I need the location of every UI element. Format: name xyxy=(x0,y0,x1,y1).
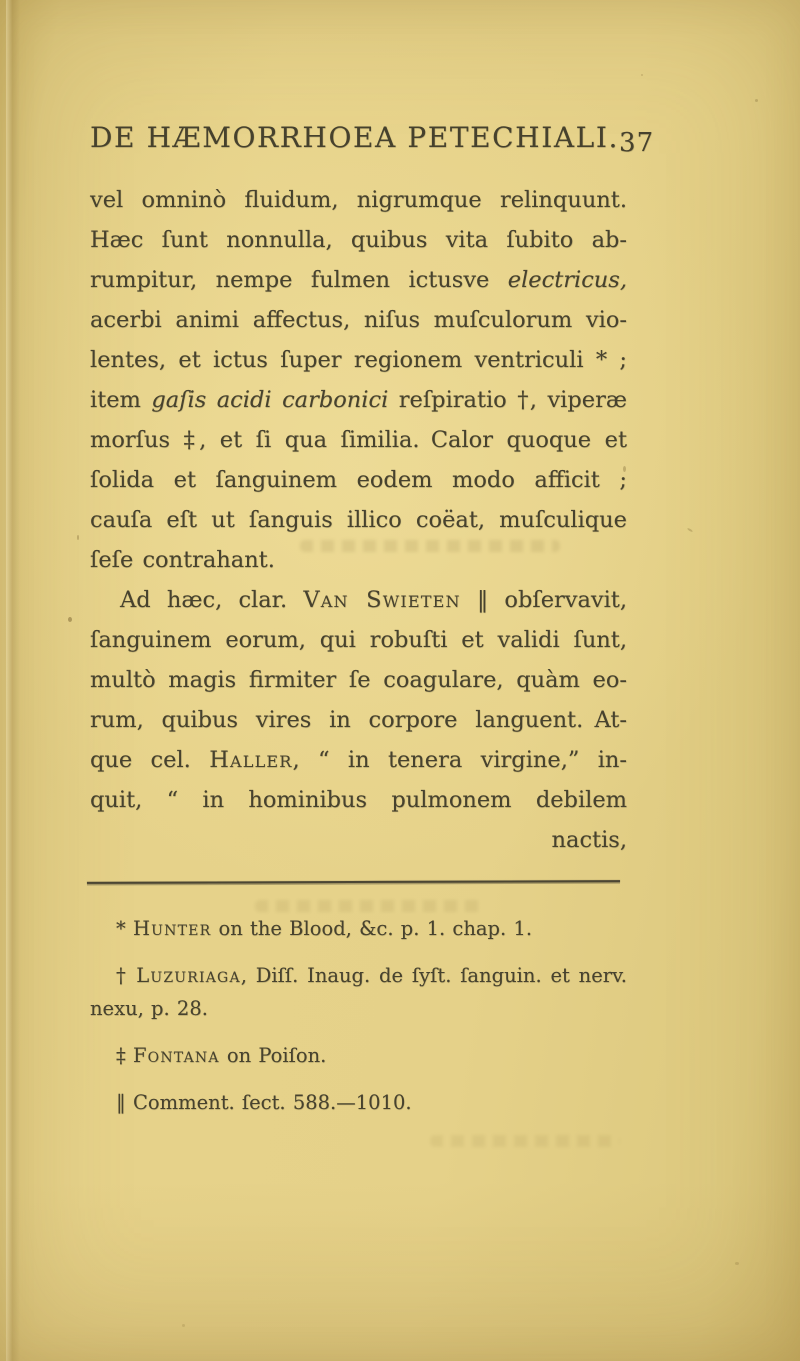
text-line xyxy=(90,992,627,1025)
show-through-mark xyxy=(430,1135,620,1147)
text-run: Van Swieten xyxy=(303,587,461,613)
text-run: quit, “ in hominibus pulmonem debilem xyxy=(90,787,627,813)
text-line xyxy=(90,620,627,660)
paper-speck xyxy=(182,1324,185,1327)
text-run: reſpiratio †, viperæ xyxy=(388,387,627,413)
text-run: gaſis acidi carbonici xyxy=(151,387,389,413)
text-run: nactis, xyxy=(551,827,627,853)
text-run: Hunter xyxy=(132,917,212,940)
text-run: ‖ obſervavit, xyxy=(460,587,627,613)
text-run: Ad hæc, clar. xyxy=(120,587,304,613)
text-run: , “ in tenera virgine,” in- xyxy=(292,747,627,773)
text-run: ſanguinem eorum, qui robuſti et validi ſunt, xyxy=(90,627,627,653)
footnote-entry xyxy=(90,1086,627,1119)
text-run: lentes, et ictus ſuper regionem ventriculi * ; xyxy=(90,347,627,373)
body-text xyxy=(90,180,627,860)
text-run: ſolida et ſanguinem eodem modo afficit ; xyxy=(90,467,627,493)
text-line xyxy=(90,740,627,780)
paragraph xyxy=(90,580,627,860)
text-line xyxy=(90,780,627,820)
text-run: Luzuriaga xyxy=(136,964,241,987)
text-run: morſus ‡, et ſi qua ſimilia. Calor quoque et xyxy=(90,427,627,453)
text-line xyxy=(90,380,627,420)
text-run: † xyxy=(116,964,137,987)
footnotes xyxy=(90,906,627,1119)
paper-speck xyxy=(735,1262,739,1265)
text-run: ‖ Comment. ſect. 588.—1010. xyxy=(116,1091,412,1114)
paper-speck xyxy=(77,535,79,540)
text-run: Fontana xyxy=(132,1044,220,1067)
text-line xyxy=(90,580,627,620)
text-line xyxy=(90,700,627,740)
page-number: 37 xyxy=(619,128,655,158)
text-run: Haller xyxy=(209,747,293,773)
text-line xyxy=(90,500,627,540)
paper-speck xyxy=(641,74,643,76)
text-run: , Diſſ. Inaug. de ſyſt. ſanguin. et nerv. xyxy=(240,964,627,987)
binding-crease xyxy=(6,0,20,1361)
text-run: nexu, p. 28. xyxy=(90,997,208,1020)
footnote-divider xyxy=(87,880,620,884)
text-run: electricus, xyxy=(507,267,627,293)
text-run: on the Blood, &c. p. 1. chap. 1. xyxy=(211,917,533,940)
text-line xyxy=(90,340,627,380)
running-head-title: DE HÆMORRHOEA PETECHIALI. xyxy=(90,121,620,154)
text-line xyxy=(90,300,627,340)
text-run: acerbi animi affectus, niſus muſculorum vio- xyxy=(90,307,627,333)
text-line xyxy=(90,660,627,700)
text-run: cauſa eſt ut ſanguis illico coëat, muſculique xyxy=(90,507,627,533)
text-run: ‡ xyxy=(116,1044,133,1067)
paper-speck xyxy=(687,528,693,533)
text-run: vel omninò fluidum, nigrumque relinquunt. xyxy=(90,187,627,213)
text-run: * xyxy=(116,917,133,940)
footnote-entry xyxy=(90,959,627,1025)
footnote-entry xyxy=(90,1039,627,1072)
page-bottom-shading xyxy=(0,1181,800,1361)
text-line xyxy=(90,260,627,300)
paragraph xyxy=(90,180,627,580)
footnote-entry xyxy=(90,912,627,945)
text-line xyxy=(90,820,627,860)
text-run: Hæc ſunt nonnulla, quibus vita ſubito ab- xyxy=(90,227,627,253)
text-line xyxy=(90,460,627,500)
text-line xyxy=(90,1086,627,1119)
text-line xyxy=(90,220,627,260)
text-line xyxy=(90,1039,627,1072)
paper-speck xyxy=(755,99,758,102)
text-run: rumpitur, nempe fulmen ictusve xyxy=(90,267,508,293)
text-line xyxy=(90,912,627,945)
text-run: multò magis firmiter ſe coagulare, quàm eo- xyxy=(90,667,627,693)
text-run: item xyxy=(90,387,152,413)
text-line xyxy=(90,180,627,220)
running-head xyxy=(90,121,655,158)
paper-speck xyxy=(68,617,72,622)
text-run: on Poiſon. xyxy=(219,1044,327,1067)
text-run: rum, quibus vires in corpore languent. At- xyxy=(90,707,627,733)
text-run: que cel. xyxy=(90,747,210,773)
text-line xyxy=(90,420,627,460)
text-line xyxy=(90,540,627,580)
text-line xyxy=(90,959,627,992)
text-run: ſeſe contrahant. xyxy=(90,547,275,573)
